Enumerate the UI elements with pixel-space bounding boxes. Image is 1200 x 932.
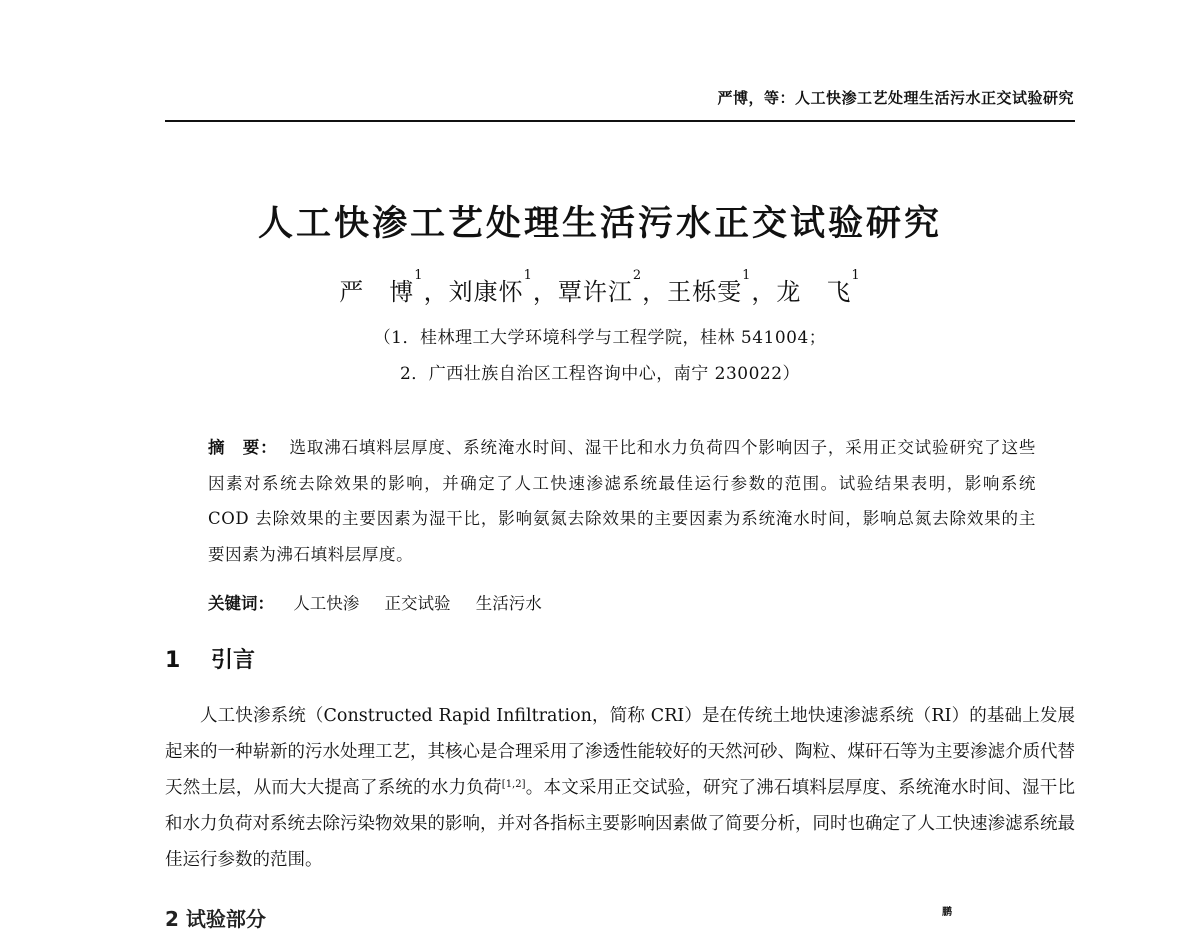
paper-title: 人工快渗工艺处理生活污水正交试验研究 xyxy=(257,204,942,244)
author-affiliation-mark: 1 xyxy=(851,268,861,283)
keywords xyxy=(208,590,562,614)
affiliation-1: （1．桂林理工大学环境科学与工程学院，桂林 541004； xyxy=(373,328,827,348)
author-affiliation-mark: 1 xyxy=(523,268,533,283)
author-name: 龙 飞 xyxy=(776,278,852,306)
abstract xyxy=(208,430,1036,572)
author-name: 王栎雯 xyxy=(667,278,743,306)
author-name: 覃许江 xyxy=(557,278,633,306)
keyword: 正交试验 xyxy=(384,594,451,613)
section-title: 引言 xyxy=(211,648,256,673)
author-affiliation-mark: 1 xyxy=(414,268,424,283)
keyword: 生活污水 xyxy=(475,594,542,613)
author-name: 严 博 xyxy=(339,278,415,306)
body-text-part: 。本文采用正交试验，研究了沸石填料层厚度、系统淹水时间、湿干比和水力负荷对系统去除污染物效果的影响，并对各指标主要影响因素做了简要分析，同时也确定了人工快速渗滤系统最佳运行参数的范围。 xyxy=(165,778,1076,870)
author-separator: ， xyxy=(532,278,558,306)
abstract-text: 选取沸石填料层厚度、系统淹水时间、湿干比和水力负荷四个影响因子，采用正交试验研究了这些因素对系统去除效果的影响，并确定了人工快速渗滤系统最佳运行参数的范围。试验结果表明，影响系统 COD 去除效果的主要因素为湿干比，影响氨氮去除效果的主要因素为系统淹水时间，影响总氮去除效果的主要因素为沸石填料层厚度。 xyxy=(208,438,1036,564)
author-list xyxy=(0,268,1200,307)
keywords-label: 关键词： xyxy=(208,594,274,613)
corner-mark: 鹏 xyxy=(942,907,952,918)
author-separator: ， xyxy=(751,278,777,306)
affiliation-2: 2．广西壮族自治区工程咨询中心，南宁 230022） xyxy=(399,364,801,384)
next-section-heading: 2 试验部分 xyxy=(165,907,266,931)
author-separator: ， xyxy=(423,278,449,306)
section-number: 1 xyxy=(165,648,181,673)
body-paragraph xyxy=(165,698,1075,878)
running-title: 严博，等：人工快渗工艺处理生活污水正交试验研究 xyxy=(717,89,1074,107)
author-affiliation-mark: 1 xyxy=(742,268,752,283)
body-text-part: 人工快渗系统（Constructed Rapid Infiltration，简称 CRI）是在传统土地快速渗滤系统（RI）的基础上发展起来的一种崭新的污水处理工艺，其核心是合理采用了渗透性能较好的天然河砂、陶粒、煤矸石等为主要渗滤介质代替天然土层，从而大大提高了系统的水力负荷 xyxy=(165,706,1075,798)
section-heading xyxy=(165,643,255,674)
author-affiliation-mark: 2 xyxy=(632,268,643,283)
abstract-label: 摘 要： xyxy=(208,438,278,457)
citation: [1,2] xyxy=(501,779,526,790)
author-separator: ， xyxy=(642,278,668,306)
header-rule xyxy=(165,120,1075,122)
keyword: 人工快渗 xyxy=(293,594,360,613)
author-name: 刘康怀 xyxy=(448,278,524,306)
